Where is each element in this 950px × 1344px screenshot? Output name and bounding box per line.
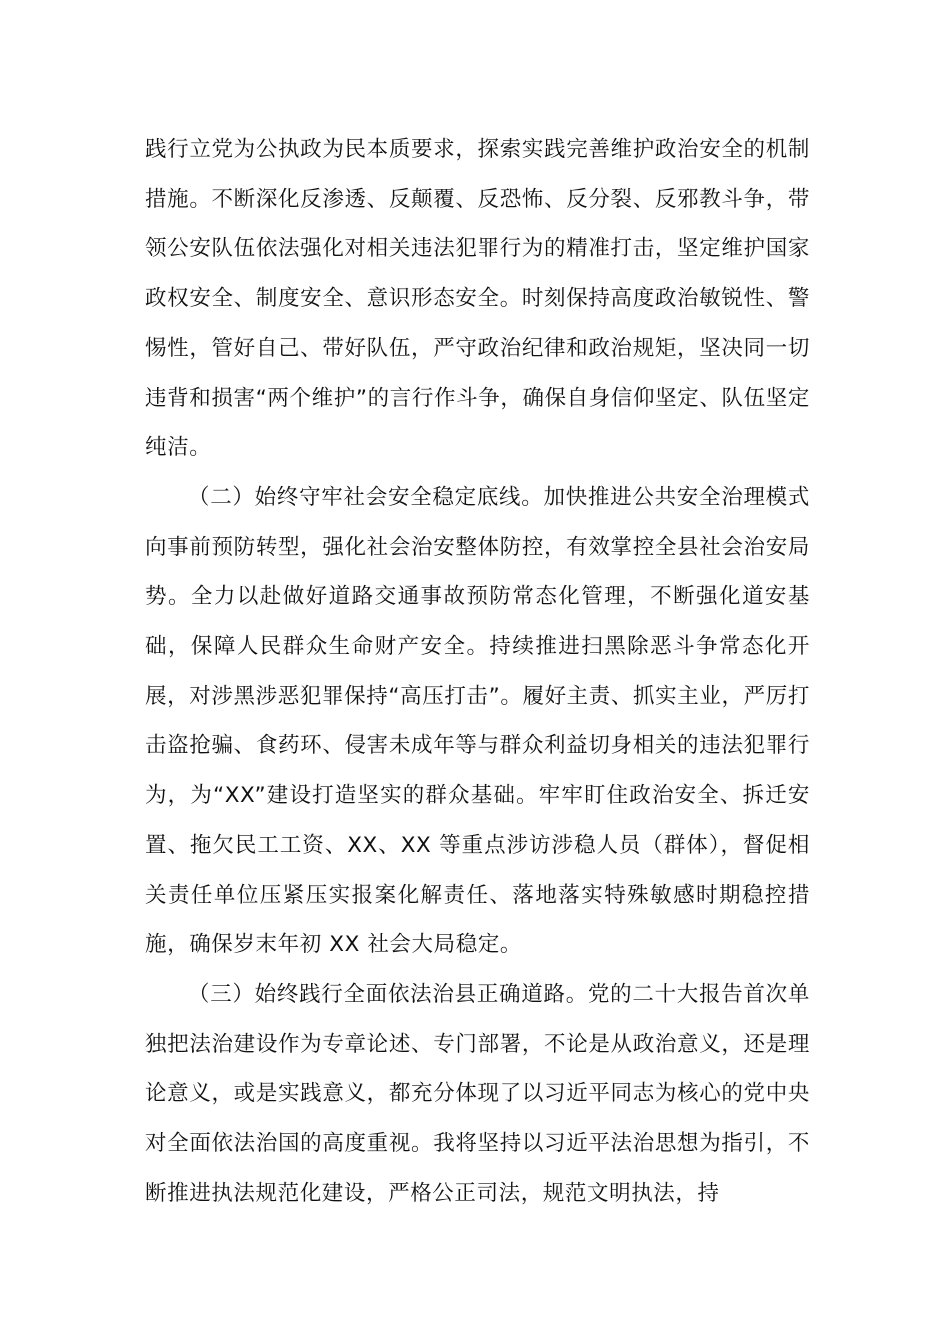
paragraph-rule-of-law: （三）始终践行全面依法治县正确道路。党的二十大报告首次单独把法治建设作为专章论述、专门部署，不论是从政治意义，还是理论意义，或是实践意义，都充分体现了以习近平同志为核心的党中央对全面依法治国的高度重视。我将坚持以习近平法治思想为指引，不断推进执法规范化建设，严格公正司法，规范文明执法，持 xyxy=(145,981,810,1206)
paragraph-political-security: 践行立党为公执政为民本质要求，探索实践完善维护政治安全的机制措施。不断深化反渗透、反颠覆、反恐怖、反分裂、反邪教斗争，带领公安队伍依法强化对相关违法犯罪行为的精准打击，坚定维护国家政权安全、制度安全、意识形态安全。时刻保持高度政治敏锐性、警惕性，管好自己、带好队伍，严守政治纪律和政治规矩，坚决同一切违背和损害“两个维护”的言行作斗争，确保自身信仰坚定、队伍坚定纯洁。 xyxy=(145,137,810,461)
paragraph-social-stability: （二）始终守牢社会安全稳定底线。加快推进公共安全治理模式向事前预防转型，强化社会治安整体防控，有效掌控全县社会治安局势。全力以赴做好道路交通事故预防常态化管理，不断强化道安基础，保障人民群众生命财产安全。持续推进扫黑除恶斗争常态化开展，对涉黑涉恶犯罪保持“高压打击”。履好主责、抓实主业，严厉打击盗抢骗、食药环、侵害未成年等与群众利益切身相关的违法犯罪行为，为“XX”建设打造坚实的群众基础。牢牢盯住政治安全、拆迁安置、拖欠民工工资、XX、XX 等重点涉访涉稳人员（群体），督促相关责任单位压紧压实报案化解责任、落地落实特殊敏感时期稳控措施，确保岁末年初 XX 社会大局稳定。 xyxy=(145,484,810,958)
document-body xyxy=(145,125,810,1218)
